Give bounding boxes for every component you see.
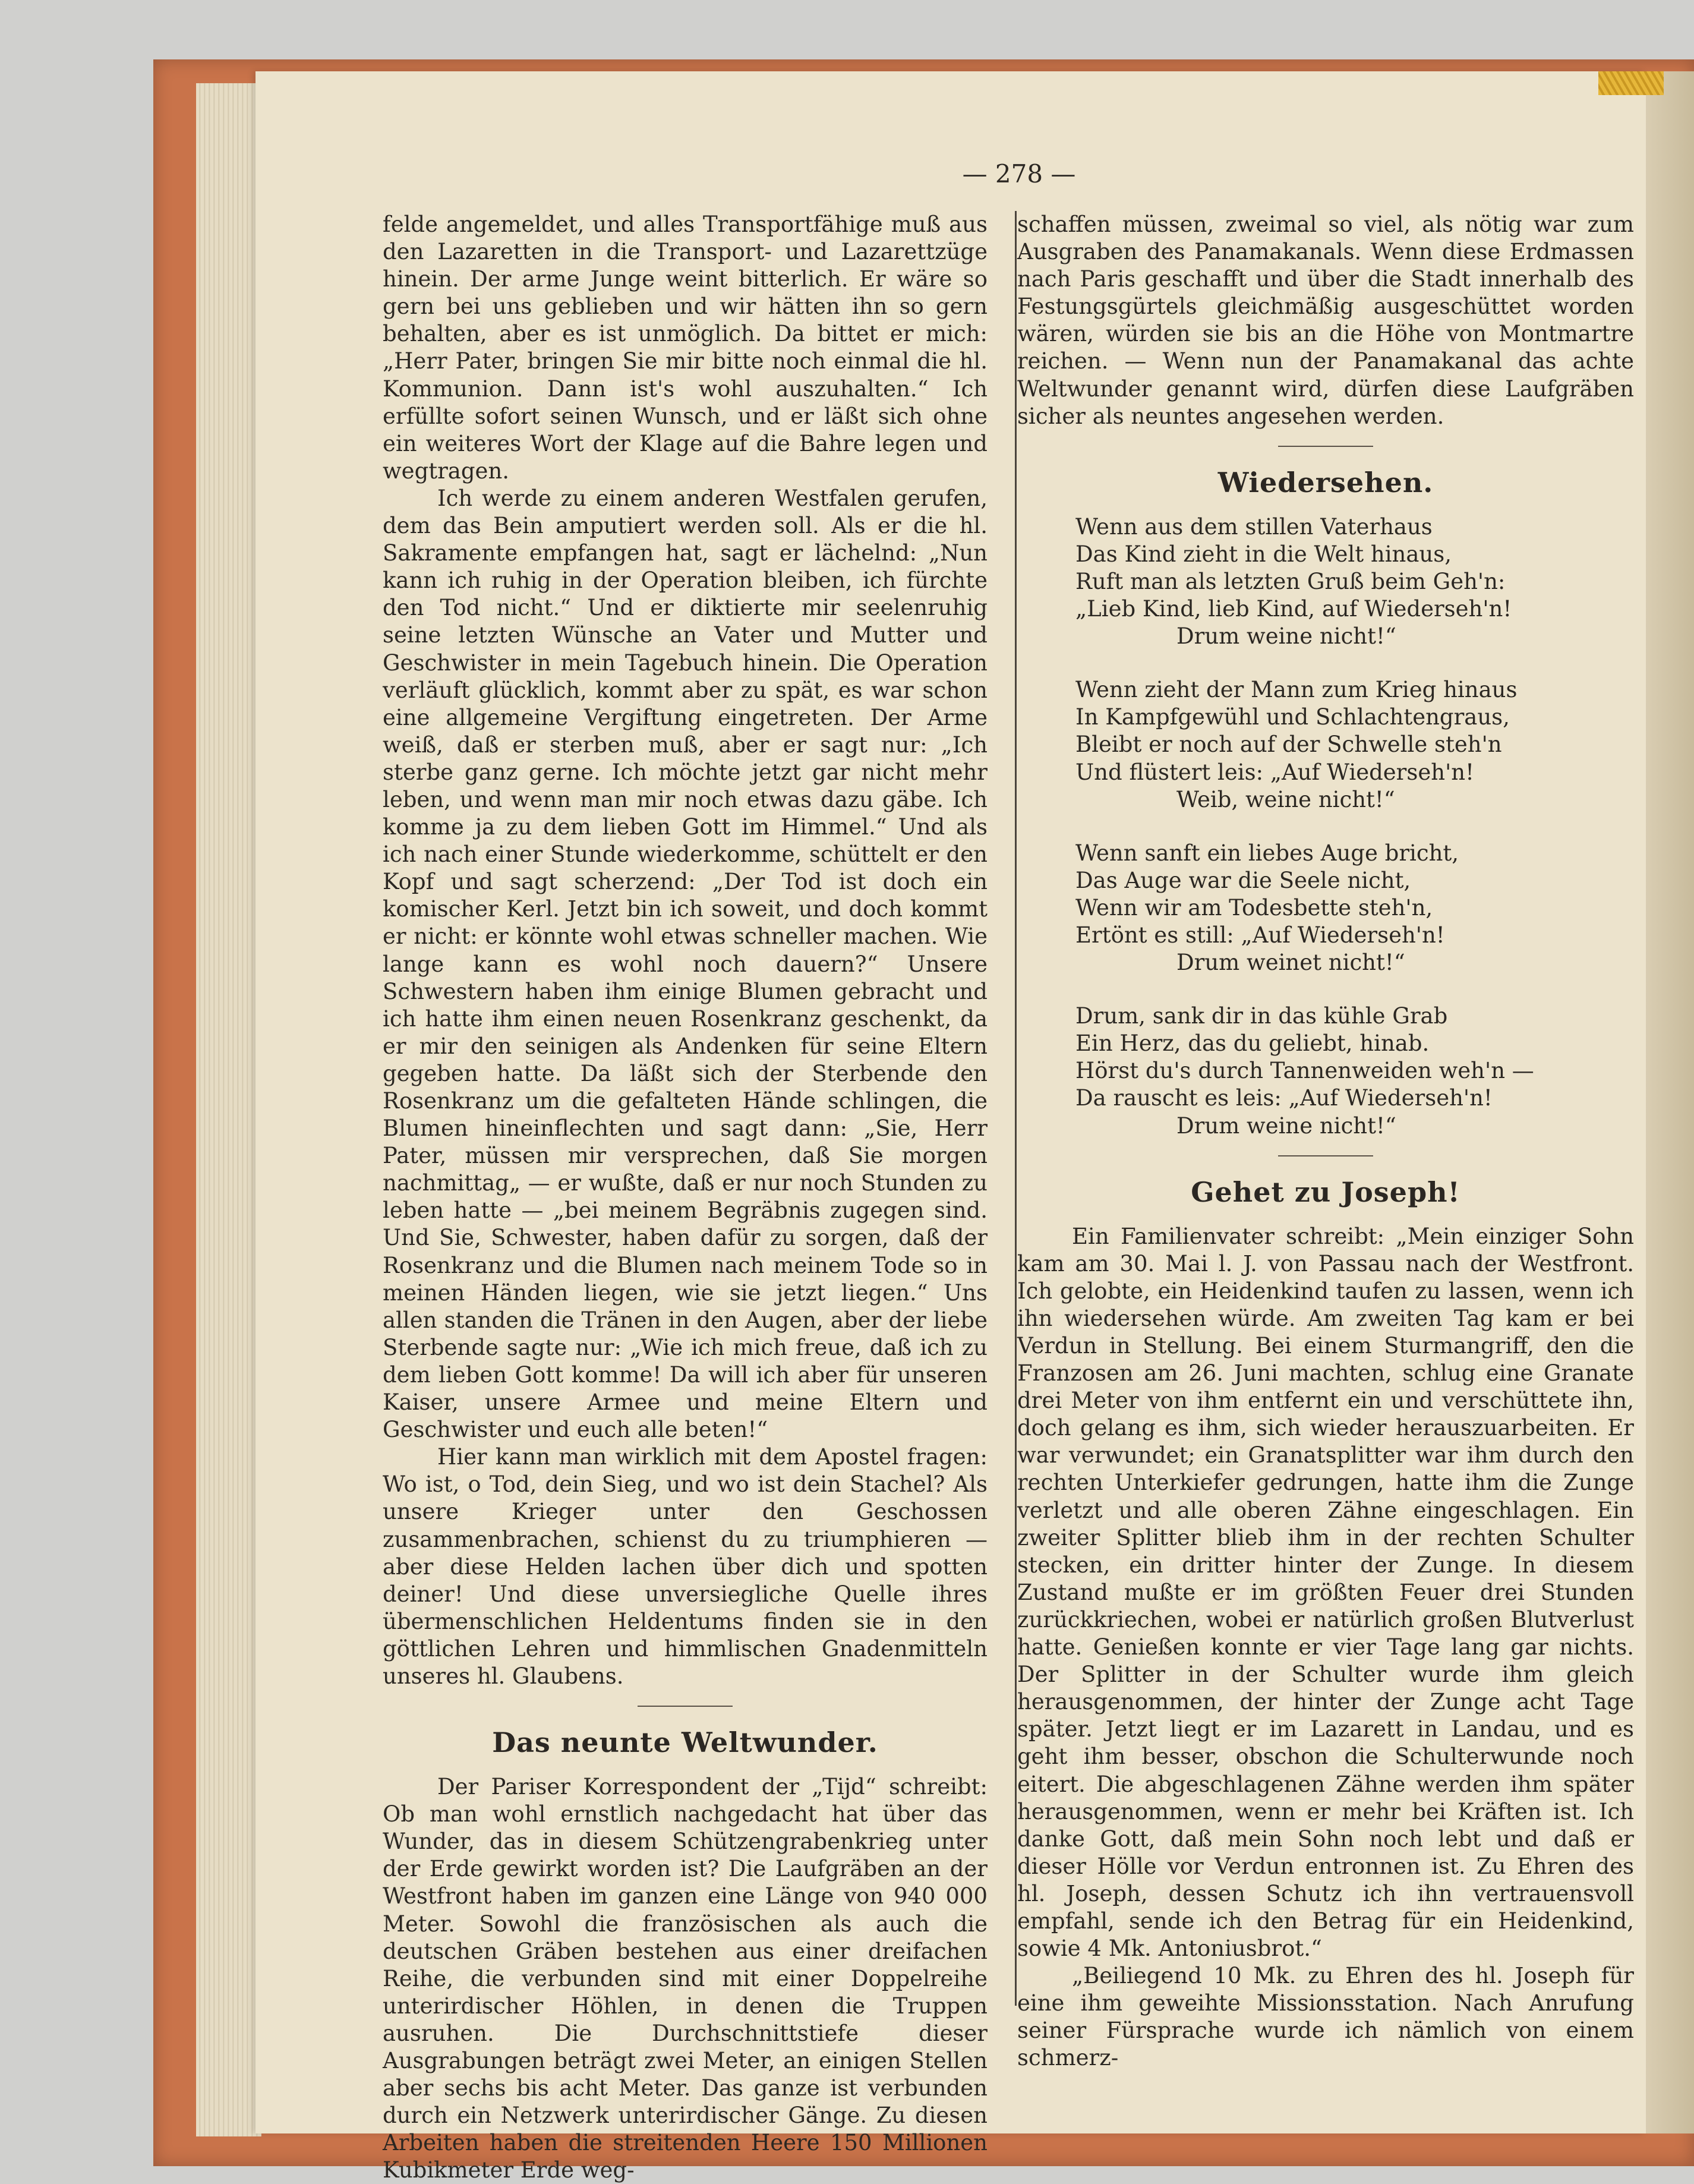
article-title-weltwunder: Das neunte Weltwunder. <box>492 1726 878 1759</box>
poem-line: Ein Herz, das du geliebt, hinab. <box>1075 1030 1430 1057</box>
article-text-weltwunder: Der Pariser Korrespondent der „Tijd“ schreibt: Ob man wohl ernstlich nachgedacht hat über das Wunder, das in diesem Schützengrabenkrieg unter der Erde gewirkt worden ist? Die Laufgräben an der Westfront haben im ganzen eine Länge von 940 000 Meter. Sowohl die französischen als auch die deutschen Gräben bestehen aus einer dreifachen Reihe, die verbunden sind mit einer Doppelreihe unterirdischer Höhlen, in denen die Truppen ausruhen. Die Durchschnittstiefe dieser Ausgrabungen beträgt zwei Meter, an einigen Stellen aber sechs bis acht Meter. Das ganze ist verbunden durch ein Netzwerk unterirdischer Gänge. Zu diesen Arbeiten haben die streitenden Heere 150 Millionen Kubikmeter Erde weg- <box>383 1774 988 2183</box>
paragraph-3: Hier kann man wirklich mit dem Apostel fragen: Wo ist, o Tod, dein Sieg, und wo ist dein Stachel? Als unsere Krieger unter den Geschossen zusammenbrachen, schienst du zu triumphieren — aber diese Helden lachen über dich und spotten deiner! Und diese unversiegliche Quelle ihres übermenschlichen Heldentums finden sie in den göttlichen Lehren und himmlischen Gnadenmitteln unseres hl. Glaubens. <box>383 1444 988 1689</box>
poem-refrain: Drum weine nicht!“ <box>1176 1113 1396 1139</box>
poem-line: Ruft man als letzten Gruß beim Geh'n: <box>1075 568 1506 594</box>
section-divider <box>638 1706 733 1707</box>
poem-line: Ertönt es still: „Auf Wiederseh'n! <box>1075 922 1445 948</box>
section-divider <box>1278 1155 1373 1156</box>
article-paragraph-joseph-2: „Beiliegend 10 Mk. zu Ehren des hl. Joseph für eine ihm geweihte Missionsstation. Nach Anrufung seiner Fürsprache wurde ich nämlich von einem schmerz- <box>1017 1963 1634 2071</box>
poem-refrain: Drum weine nicht!“ <box>1176 623 1396 650</box>
column-rule <box>1015 211 1017 2006</box>
bookmark-ribbon <box>1598 71 1664 95</box>
poem-line: Hörst du's durch Tannenweiden weh'n — <box>1075 1058 1534 1084</box>
poem-stanza <box>1075 840 1634 976</box>
poem-line: „Lieb Kind, lieb Kind, auf Wiederseh'n! <box>1075 596 1512 622</box>
section-divider <box>1278 446 1373 447</box>
poem-line: Wenn wir am Todesbette steh'n, <box>1075 894 1433 921</box>
poem-line: Da rauscht es leis: „Auf Wiederseh'n! <box>1075 1085 1493 1111</box>
article-paragraph-joseph-1: Ein Familienvater schreibt: „Mein einziger Sohn kam am 30. Mai l. J. von Passau nach der Westfront. Ich gelobte, ein Heidenkind taufen zu lassen, wenn ich ihn wiedersehen würde. Am zweiten Tag kam er bei Verdun in Stellung. Bei einem Sturmangriff, den die Franzosen am 26. Juni machten, schlug eine Granate drei Meter von ihm entfernt ein und verschüttete ihn, doch gelang es ihm, sich wieder herauszuarbeiten. Er war verwundet; ein Granatsplitter war ihm durch den rechten Unterkiefer gedrungen, hatte ihm die Zunge verletzt und alle oberen Zähne eingeschlagen. Ein zweiter Splitter blieb ihm in der rechten Schulter stecken, ein dritter hinter der Zunge. In diesem Zustand mußte er im größten Feuer drei Stunden zurückkriechen, wobei er natürlich großen Blutverlust hatte. Genießen konnte er vier Tage lang gar nichts. Der Splitter in der Schulter wurde ihm gleich herausgenommen, der hinter der Zunge acht Tage später. Jetzt liegt er im Lazarett in Landau, und es geht ihm besser, obschon die Schulterwunde noch eitert. Die abgeschlagenen Zähne werden ihm später herausgenommen, wenn er mehr bei Kräften ist. Ich danke Gott, daß mein Sohn noch lebt und daß er dieser Hölle vor Verdun entronnen ist. Zu Ehren des hl. Joseph, dessen Schutz ich ihn vertrauensvoll empfahl, sende ich den Betrag für ein Heidenkind, sowie 4 Mk. Antoniusbrot.“ <box>1017 1223 1634 1962</box>
left-column <box>383 211 988 2184</box>
page-number: — 278 — <box>962 159 1076 188</box>
poem-stanza <box>1075 1003 1634 1139</box>
poem-line: Wenn zieht der Mann zum Krieg hinaus <box>1075 677 1518 703</box>
poem-line: In Kampfgewühl und Schlachtengraus, <box>1075 704 1510 730</box>
right-column <box>1017 211 1634 2072</box>
page-edges <box>196 83 261 2136</box>
paragraph-2: Ich werde zu einem anderen Westfalen gerufen, dem das Bein amputiert werden soll. Als er die hl. Sakramente empfangen hat, sagt er lächelnd: „Nun kann ich ruhig in der Operation bleiben, ich fürchte den Tod nicht.“ Und er diktierte mir seelenruhig seine letzten Wünsche an Vater und Mutter und Geschwister in mein Tagebuch hinein. Die Operation verläuft glücklich, kommt aber zu spät, es war schon eine allgemeine Vergiftung eingetreten. Der Arme weiß, daß er sterben muß, aber er sagt nur: „Ich sterbe ganz gerne. Ich möchte jetzt gar nicht mehr leben, und wenn man mir noch etwas dazu gäbe. Ich komme ja zu dem lieben Gott im Himmel.“ Und als ich nach einer Stunde wiederkomme, schüttelt er den Kopf und sagt scherzend: „Der Tod ist doch ein komischer Kerl. Jetzt bin ich soweit, und doch kommt er nicht: er könnte wohl etwas schneller machen. Wie lange kann es wohl noch dauern?“ Unsere Schwestern haben ihm einige Blumen gebracht und ich hatte ihm einen neuen Rosenkranz geschenkt, da er mir den seinigen als Andenken für seine Eltern gegeben hatte. Da läßt sich der Sterbende den Rosenkranz um die gefalteten Hände schlingen, die Blumen hineinflechten und sagt dann: „Sie, Herr Pater, müssen mir versprechen, daß Sie morgen nachmittag„ — er wußte, daß er nur noch Stunden zu leben hatte — „bei meinem Begräbnis zugegen sind. Und Sie, Schwester, haben dafür zu sorgen, daß der Rosenkranz und die Blumen nach meinem Tode so in meinen Händen liegen, wie sie jetzt liegen.“ Uns allen standen die Tränen in den Augen, aber der liebe Sterbende sagte nur: „Wie ich mich freue, daß ich zu dem lieben Gott komme! Da will ich aber für unseren Kaiser, unsere Armee und meine Eltern und Geschwister und euch alle beten!“ <box>383 485 988 1443</box>
poem-line: Das Auge war die Seele nicht, <box>1075 867 1411 893</box>
poem-refrain: Weib, weine nicht!“ <box>1176 786 1395 812</box>
article-title-joseph: Gehet zu Joseph! <box>1191 1175 1460 1208</box>
poem-line: Und flüstert leis: „Auf Wiederseh'n! <box>1075 759 1474 785</box>
poem-line: Bleibt er noch auf der Schwelle steh'n <box>1075 732 1502 758</box>
continuation-paragraph: schaffen müssen, zweimal so viel, als nötig war zum Ausgraben des Panamakanals. Wenn diese Erdmassen nach Paris geschafft und über die Stadt innerhalb des Festungsgürtels gleichmäßig ausgeschüttet worden wären, würden sie bis an die Höhe von Montmartre reichen. — Wenn nun der Panamakanal das achte Weltwunder genannt wird, dürfen diese Laufgräben sicher als neuntes angesehen werden. <box>1017 212 1634 429</box>
book-gutter <box>1646 71 1694 2133</box>
poem-line: Drum, sank dir in das kühle Grab <box>1075 1003 1448 1029</box>
poem-stanza <box>1075 676 1634 813</box>
poem-stanza <box>1075 513 1634 650</box>
poem-title: Wiedersehen. <box>1217 466 1434 499</box>
poem <box>1075 513 1634 1140</box>
paragraph-1: felde angemeldet, und alles Transportfähige muß aus den Lazaretten in die Transport- und Lazarettzüge hinein. Der arme Junge weint bitterlich. Er wäre so gern bei uns geblieben und wir hätten ihn so gern behalten, aber es ist unmöglich. Da bittet er mich: „Herr Pater, bringen Sie mir bitte noch einmal die hl. Kommunion. Dann ist's wohl auszuhalten.“ Ich erfüllte sofort seinen Wunsch, und er läßt sich ohne ein weiteres Wort der Klage auf die Bahre legen und wegtragen. <box>383 212 988 484</box>
poem-line: Wenn sanft ein liebes Auge bricht, <box>1075 840 1459 866</box>
poem-line: Das Kind zieht in die Welt hinaus, <box>1075 541 1452 567</box>
poem-refrain: Drum weinet nicht!“ <box>1176 950 1405 976</box>
poem-line: Wenn aus dem stillen Vaterhaus <box>1075 513 1433 540</box>
